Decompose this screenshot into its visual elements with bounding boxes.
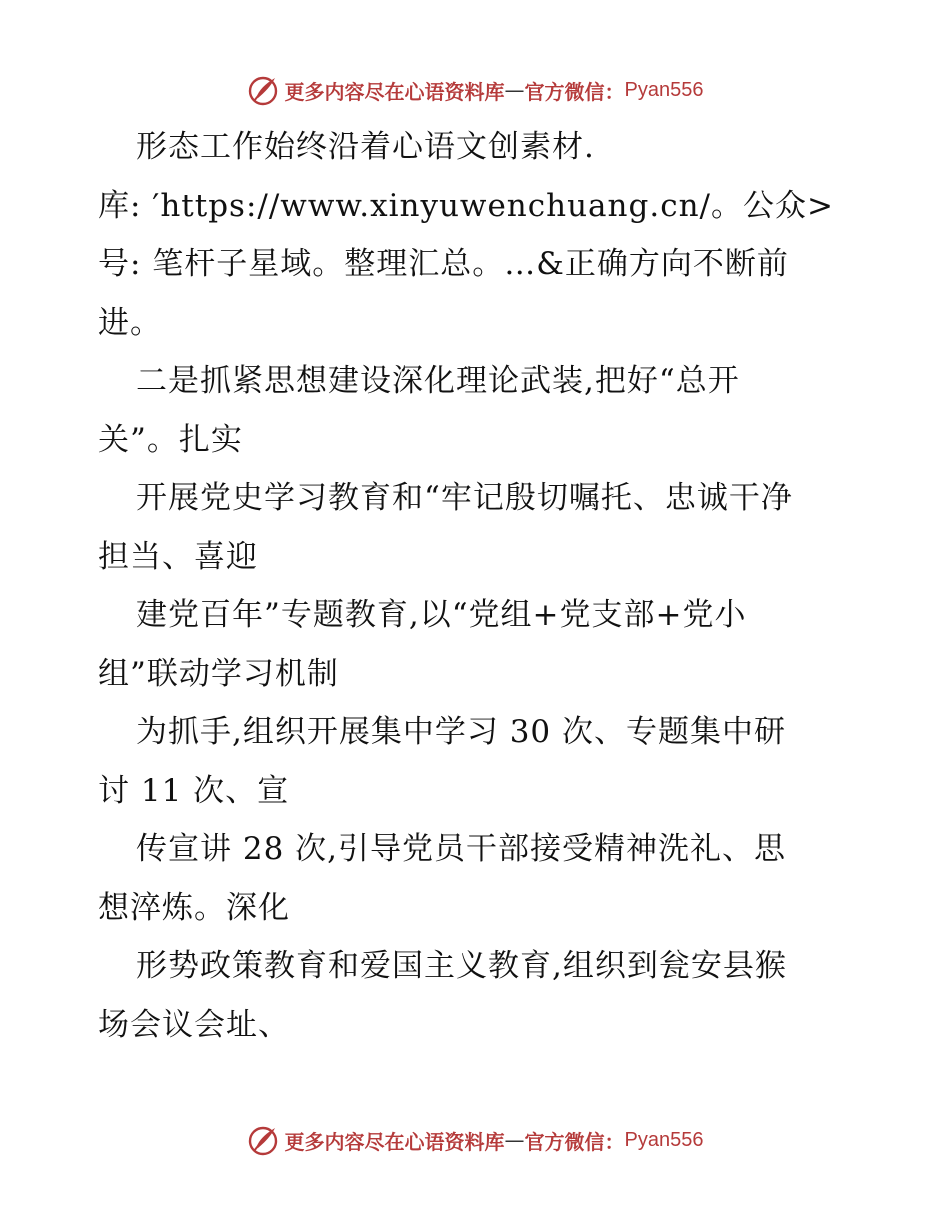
text-line: 开展党史学习教育和“牢记殷切嘱托、忠诚干净 — [136, 480, 793, 516]
watermark-title: 更多内容尽在心语资料库 — [284, 79, 505, 104]
watermark-label: 官方微信： — [524, 79, 625, 104]
text-line: 组”联动学习机制 — [98, 655, 339, 692]
text-line: 关”。扎实 — [98, 421, 243, 458]
text-line: 场会议会址、 — [98, 1006, 290, 1043]
text-line: 建党百年”专题教育,以“党组+党支部+党小 — [136, 597, 747, 633]
document-body — [98, 118, 858, 1054]
quill-logo-icon — [247, 1124, 279, 1156]
watermark-separator: — — [504, 1128, 525, 1152]
text-line: 号: 笔杆子星域。整理汇总。…&正确方向不断前 — [98, 246, 789, 282]
text-line: 进。 — [98, 304, 162, 341]
text-line: 二是抓紧思想建设深化理论武装,把好“总开 — [136, 363, 740, 399]
text-line: 库: ′https://www.xinyuwenchuang.cn/。公众> — [98, 187, 834, 224]
footer-watermark — [0, 1122, 950, 1158]
quill-logo-icon — [247, 74, 279, 106]
text-line: 形势政策教育和爱国主义教育,组织到瓮安县猴 — [136, 948, 787, 984]
text-line: 为抓手,组织开展集中学习 30 次、专题集中研 — [136, 714, 787, 750]
text-line: 形态工作始终沿着心语文创素材. — [136, 129, 595, 165]
text-line: 传宣讲 28 次,引导党员干部接受精神洗礼、思 — [136, 831, 787, 867]
watermark-id: Pyan556 — [624, 78, 704, 101]
text-line: 想淬炼。深化 — [98, 889, 290, 926]
watermark-label: 官方微信： — [524, 1129, 625, 1154]
header-watermark — [0, 72, 950, 108]
text-line: 担当、喜迎 — [98, 538, 258, 575]
text-line: 讨 11 次、宣 — [98, 772, 290, 809]
watermark-title: 更多内容尽在心语资料库 — [284, 1129, 505, 1154]
watermark-id: Pyan556 — [624, 1128, 704, 1151]
watermark-separator: — — [504, 78, 525, 102]
